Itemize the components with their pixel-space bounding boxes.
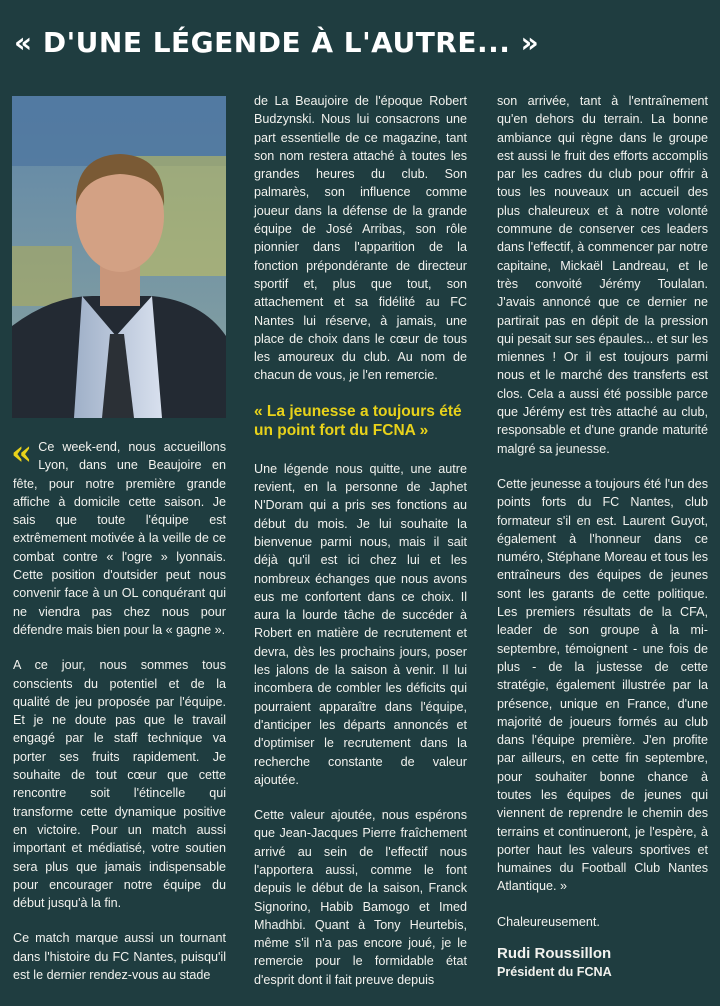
paragraph: Une légende nous quitte, une autre revient, en la personne de Japhet N'Doram qui a pris ses fonctions au début du mois. Je lui souhaite la bienvenue parmi nous, mais il sait déjà qu'il est ici chez lui et les nombreux échanges que nous avons eus me confortent dans ce choix. Il aura la lourde tâche de succéder à Robert en matière de recrutement et devra, dès les prochains jours, poser les jalons de la saison à venir. Il lui incombera de combler les déficits qui pourraient apparaître dans l'équipe, d'anticiper les départs annoncés et d'optimiser le recrutement dans la recherche constante de valeur ajoutée. bbox=[254, 461, 467, 787]
signature-name: Rudi Roussillon bbox=[497, 945, 612, 963]
column-3 bbox=[497, 92, 708, 982]
closing-line: Chaleureusement. bbox=[497, 914, 600, 929]
paragraph: de La Beaujoire de l'époque Robert Budzynski. Nous lui consacrons une part essentielle de ce magazine, tant son nom restera attaché à toutes les grandes heures du club. Son palmarès, son influence comme joueur dans la défense de la grande équipe de José Arribas, son rôle pionnier dans l'apparition de la fonction prépondérante de directeur sportif et, plus que tout, son attachement et sa fidélité au FC Nantes lui réserve, à jamais, une place de choix dans le cœur de tous les amoureux du club. Au nom de chacun de vous, je l'en remercie. bbox=[254, 94, 467, 383]
paragraph-text: Ce week-end, nous accueillons Lyon, dans une Beaujoire en fête, pour notre première grande affiche à domicile cette saison. Je sais que toute l'équipe est extrêmement motivée à la veille de ce combat contre « l'ogre » lyonnais. Cette position d'outsider peut nous convenir face à un OL conquérant qui ne viendra pas chez nous pour défendre mais bien pour la « gagne ». bbox=[13, 440, 226, 637]
intro-paragraph bbox=[11, 433, 226, 639]
column-2 bbox=[254, 92, 467, 1006]
column-1 bbox=[11, 433, 226, 1001]
signature-role: Président du FCNA bbox=[497, 965, 612, 980]
paragraph: Ce match marque aussi un tournant dans l'histoire du FC Nantes, puisqu'il est le dernier rendez-vous au stade bbox=[13, 931, 226, 983]
paragraph: Cette jeunesse a toujours été l'un des points forts du FC Nantes, club formateur s'il en est. Laurent Guyot, également à l'honneur dans ce numéro, Stéphane Moreau et tous les entraîneurs des équipes de jeunes sont les garants de cette politique. Les premiers résultats de la CFA, leader de son groupe à la mi-septembre, témoignent - une fois de plus - de la justesse de cette stratégie, également illustrée par la présence, unique en France, d'une majorité de joueurs formés au club dans l'équipe première. J'en profite par ailleurs, en cette fin septembre, pour souhaiter bonne chance à toutes les équipes de jeunes qui viennent de reprendre le chemin des terrains et continueront, je l'espère, à porter haut les valeurs sportives et humaines du Football Club Nantes Atlantique. » bbox=[497, 476, 708, 894]
portrait-photo bbox=[12, 96, 226, 418]
portrait-illustration bbox=[12, 96, 226, 418]
subheading: « La jeunesse a toujours été un point fort du FCNA » bbox=[254, 402, 462, 439]
quote-mark: « bbox=[11, 433, 33, 473]
paragraph: son arrivée, tant à l'entraînement qu'en dehors du terrain. La bonne ambiance qui règne dans le groupe est aussi le fruit des efforts accomplis par les cadres du club pour offrir à tous les nouveaux un accueil des plus chaleureux et à notre volonté commune de conserver ces leaders dans l'effectif, à commencer par notre capitaine, Mickaël Landreau, et le très convoité Jérémy Toulalan. J'avais annoncé que ce dernier ne partirait pas en dépit de la pression qui pesait sur ses épaules... et sur les miennes ! Or il est toujours parmi nous et le marché des transferts est clos. Cela a aussi été possible parce que Jérémy est très attaché au club, responsable et d'une grande maturité malgré sa jeunesse. bbox=[497, 94, 708, 456]
paragraph: A ce jour, nous sommes tous conscients du potentiel et de la qualité de jeu proposée par l'équipe. Et je ne doute pas que le travail engagé par le staff technique va porter ses fruits rapidement. Je souhaite de tout cœur que cette rencontre soit l'étincelle qui transforme cette dynamique positive en victoire. Pour un match aussi important et médiatisé, votre soutien sera plus que jamais indispensable pour encourager notre équipe du début jusqu'à la fin. bbox=[13, 658, 226, 911]
page-title: « D'UNE LÉGENDE À L'AUTRE... » bbox=[14, 26, 540, 59]
paragraph: Cette valeur ajoutée, nous espérons que Jean-Jacques Pierre fraîchement arrivé au sein de l'effectif nous l'apportera aussi, comme le font depuis le début de la saison, Franck Signorino, Habib Bamogo et Imed Mhadhbi. Quant à Tony Heurtebis, même s'il n'a pas encore joué, je le remercie pour le formidable état d'esprit dont il fait preuve depuis bbox=[254, 808, 467, 987]
